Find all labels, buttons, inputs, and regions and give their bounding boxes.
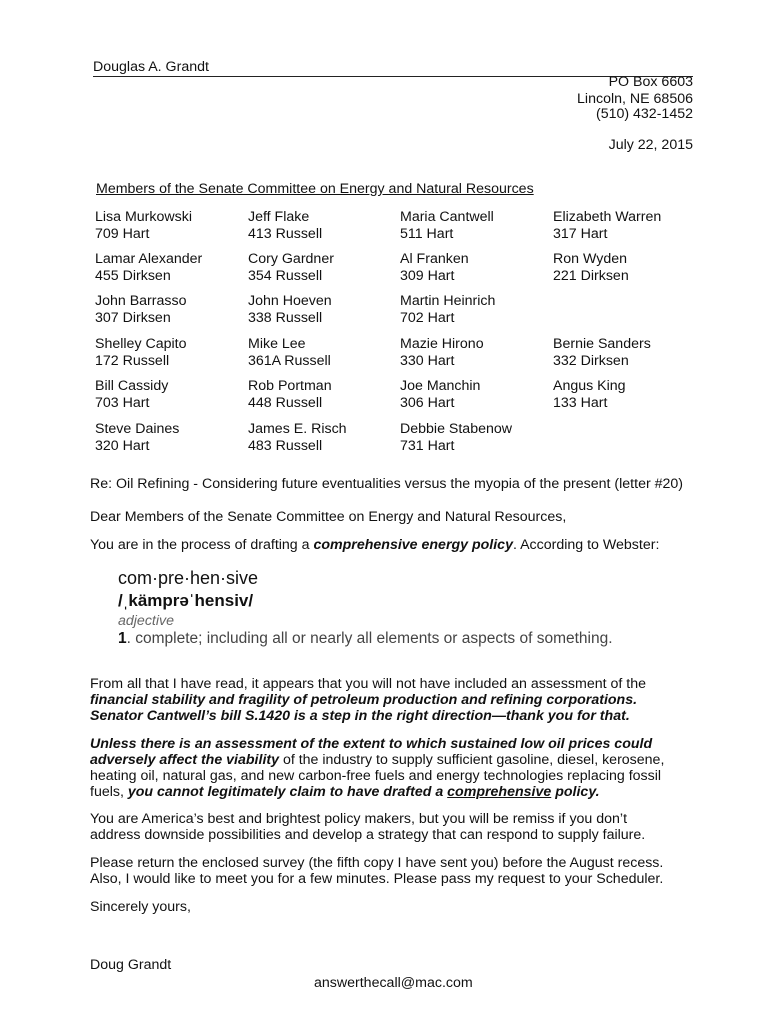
member-entry [95,421,245,455]
member-entry [248,378,398,412]
member-office: 306 Hart [400,395,455,411]
member-entry [553,378,703,412]
salutation: Dear Members of the Senate Committee on Energy and Natural Resources, [90,509,567,525]
member-name: Bernie Sanders [553,336,651,352]
dictionary-definition [118,630,613,648]
paragraph-line: You are America’s best and brightest policy makers, but you will be remiss if you don’t [90,811,628,827]
member-entry [248,251,398,285]
member-entry [400,293,550,327]
email-address: answerthecall@mac.com [314,975,473,991]
member-entry [248,336,398,370]
member-name: Shelley Capito [95,336,187,352]
intro-emphasis: comprehensive energy policy [313,537,513,553]
member-name: Maria Cantwell [400,209,494,225]
paragraph-emphasis-underlined: comprehensive [447,784,552,800]
member-office: 317 Hart [553,226,608,242]
member-entry [400,421,550,455]
member-entry [95,293,245,327]
member-office: 703 Hart [95,395,150,411]
member-office: 731 Hart [400,438,455,454]
member-name: Steve Daines [95,421,180,437]
member-name: Lisa Murkowski [95,209,192,225]
member-entry [95,336,245,370]
member-office: 309 Hart [400,268,455,284]
member-entry [553,209,703,243]
member-entry [95,209,245,243]
dictionary-word: com·pre·hen·sive [118,568,259,588]
member-name: John Hoeven [248,293,332,309]
member-entry [553,336,703,370]
intro-paragraph [90,537,659,553]
member-name: Lamar Alexander [95,251,203,267]
paragraph-line-emphasis: financial stability and fragility of petroleum production and refining corporations. [90,692,638,708]
paragraph-line-emphasis: Senator Cantwell’s bill S.1420 is a step in the right direction—thank you for that. [90,708,630,724]
member-office: 320 Hart [95,438,150,454]
paragraph-line: heating oil, natural gas, and new carbon-free fuels and energy technologies replacing fossil [90,768,662,784]
sender-phone: (510) 432-1452 [595,106,693,122]
member-office: 332 Dirksen [553,353,629,369]
member-name: Ron Wyden [553,251,627,267]
member-name: Angus King [553,378,626,394]
member-name: James E. Risch [248,421,347,437]
member-office: 330 Hart [400,353,455,369]
member-office: 221 Dirksen [553,268,629,284]
member-office: 133 Hart [553,395,608,411]
paragraph-remiss [90,811,700,843]
member-name: Rob Portman [248,378,332,394]
paragraph-line [90,784,700,800]
signature-name: Doug Grandt [90,957,172,973]
member-office: 307 Dirksen [95,310,171,326]
member-name: Mazie Hirono [400,336,484,352]
member-name: Joe Manchin [400,378,481,394]
paragraph-line: address downside possibilities and develop a strategy that can respond to supply failure. [90,827,646,843]
sender-po-box: PO Box 6603 [608,74,693,90]
member-name: Bill Cassidy [95,378,169,394]
committee-title: Members of the Senate Committee on Energy and Natural Resources [96,181,534,197]
definition-text: . complete; including all or nearly all elements or aspects of something. [126,630,613,647]
definition-number: 1 [118,630,127,647]
member-entry [400,209,550,243]
paragraph-emphasis: policy. [551,784,600,800]
dictionary-part-of-speech: adjective [118,613,174,629]
paragraph-emphasis: adversely affect the viability [90,752,279,768]
paragraph-line: Also, I would like to meet you for a few minutes. Please pass my request to your Scheduler. [90,871,664,887]
paragraph-emphasis: you cannot legitimately claim to have drafted a [127,784,448,800]
member-office: 172 Russell [95,353,170,369]
closing: Sincerely yours, [90,899,191,915]
member-office: 702 Hart [400,310,455,326]
member-office: 413 Russell [248,226,323,242]
member-name: John Barrasso [95,293,187,309]
member-name: Elizabeth Warren [553,209,662,225]
member-office: 338 Russell [248,310,323,326]
intro-text: You are in the process of drafting a [90,537,314,553]
intro-text-end: . According to Webster: [512,537,660,553]
paragraph-line: Please return the enclosed survey (the fifth copy I have sent you) before the August recess. [90,855,664,871]
member-office: 483 Russell [248,438,323,454]
member-name: Jeff Flake [248,209,310,225]
member-office: 511 Hart [400,226,454,242]
member-name: Mike Lee [248,336,306,352]
member-name: Martin Heinrich [400,293,496,309]
sender-name: Douglas A. Grandt [93,59,693,77]
paragraph-line-emphasis: Unless there is an assessment of the extent to which sustained low oil prices could [90,736,653,752]
member-entry [400,251,550,285]
member-office: 361A Russell [248,353,331,369]
member-entry [400,336,550,370]
member-entry [248,421,398,455]
paragraph-text: of the industry to supply sufficient gasoline, diesel, kerosene, [279,752,665,768]
paragraph-assessment [90,676,700,724]
dictionary-pronunciation: /ˌkämprəˈhensiv/ [118,591,254,610]
member-entry [400,378,550,412]
member-office: 455 Dirksen [95,268,171,284]
letter-date: July 22, 2015 [608,137,693,153]
member-entry [248,293,398,327]
sender-city: Lincoln, NE 68506 [577,91,693,107]
paragraph-viability [90,736,700,800]
member-office: 709 Hart [95,226,150,242]
member-office: 354 Russell [248,268,323,284]
member-name: Debbie Stabenow [400,421,513,437]
member-name: Cory Gardner [248,251,334,267]
member-name: Al Franken [400,251,469,267]
paragraph-line: From all that I have read, it appears that you will not have included an assessment of the [90,676,646,692]
subject-line: Re: Oil Refining - Considering future eventualities versus the myopia of the present (letter #20) [90,476,684,492]
member-office: 448 Russell [248,395,323,411]
paragraph-survey [90,855,700,887]
paragraph-line [90,752,700,768]
paragraph-text: fuels, [90,784,128,800]
member-entry [95,378,245,412]
member-entry [248,209,398,243]
member-entry [553,251,703,285]
member-entry [95,251,245,285]
